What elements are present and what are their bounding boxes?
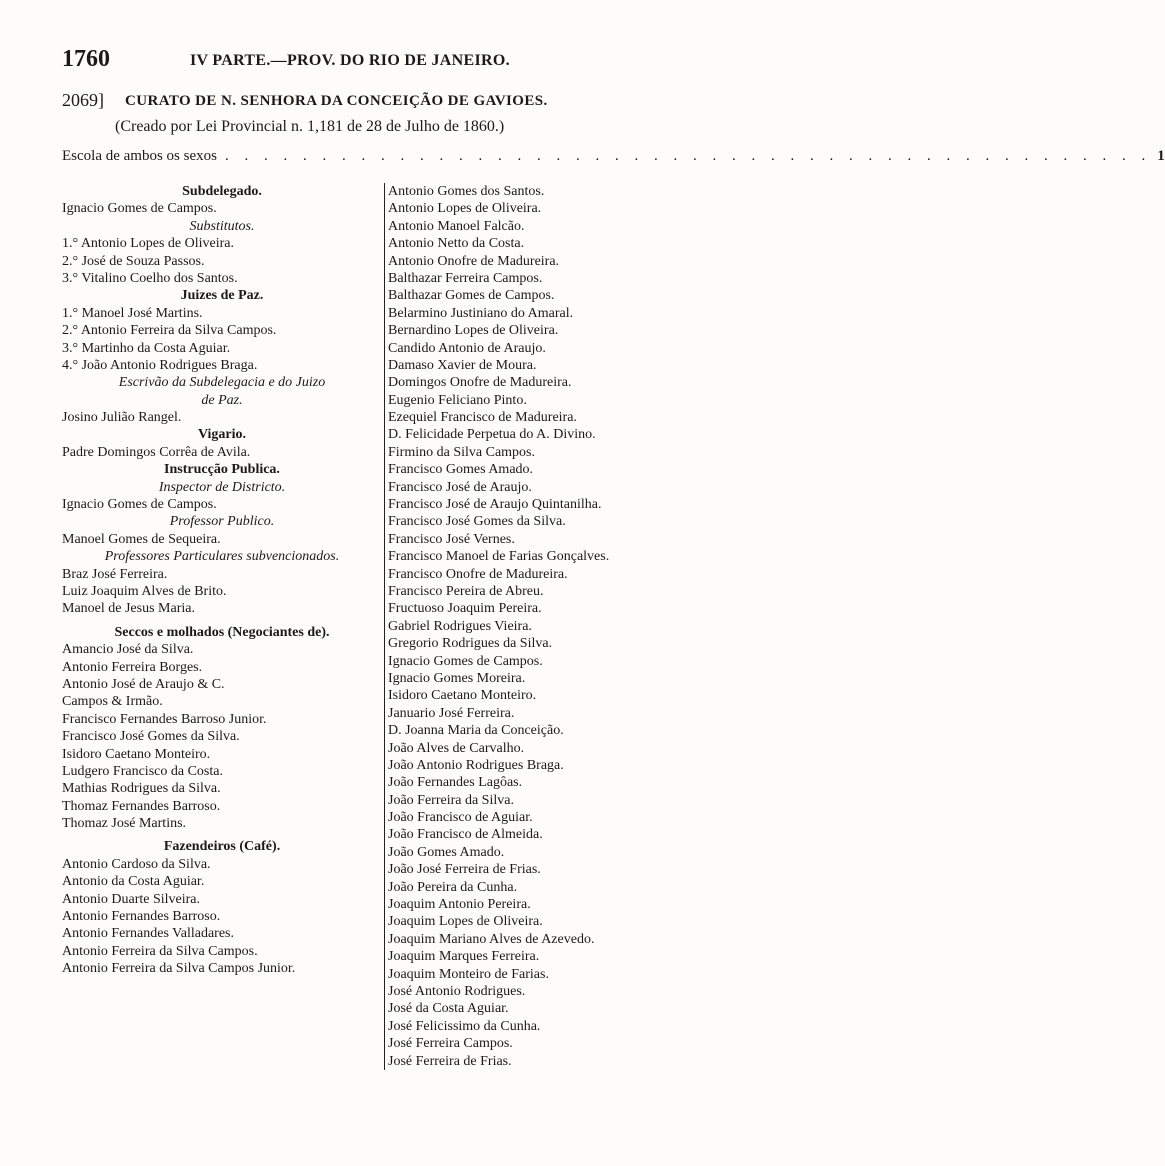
list-item: José Antonio Rodrigues. bbox=[388, 983, 526, 999]
list-item: Fructuoso Joaquim Pereira. bbox=[388, 601, 542, 617]
list-item: Ezequiel Francisco de Madureira. bbox=[388, 410, 577, 426]
heading: Instrucção Publica. bbox=[164, 462, 280, 478]
list-item: Antonio Duarte Silveira. bbox=[62, 891, 201, 907]
list-item: Joaquim Marques Ferreira. bbox=[388, 949, 540, 965]
list-item: Thomaz José Martins. bbox=[62, 816, 187, 832]
list-item: João Gomes Amado. bbox=[388, 844, 505, 860]
right-column bbox=[384, 183, 718, 1070]
list-item: Luiz Joaquim Alves de Brito. bbox=[62, 583, 227, 599]
list-item: Francisco Fernandes Barroso Junior. bbox=[62, 711, 267, 727]
list-item: Francisco José Vernes. bbox=[388, 531, 515, 547]
list-item: Ludgero Francisco da Costa. bbox=[62, 763, 223, 779]
list-item: João Antonio Rodrigues Braga. bbox=[388, 757, 564, 773]
list-item: Padre Domingos Corrêa de Avila. bbox=[62, 444, 251, 460]
list-item: Firmino da Silva Campos. bbox=[388, 444, 535, 460]
list-item: Ignacio Gomes de Campos. bbox=[62, 201, 217, 217]
heading: Fazendeiros (Café). bbox=[163, 839, 281, 855]
section-title: CURATO DE N. SENHORA DA CONCEIÇÃO DE GAVIOES. bbox=[125, 93, 548, 109]
subheading: Inspector de Districto. bbox=[158, 479, 286, 495]
list-item: Manoel Gomes de Sequeira. bbox=[62, 531, 221, 547]
page-number: 1760 bbox=[62, 46, 110, 72]
heading: Subdelegado. bbox=[182, 184, 262, 199]
list-item: Januario José Ferreira. bbox=[388, 705, 515, 721]
list-item: Antonio Cardoso da Silva. bbox=[62, 856, 211, 872]
list-item: Campos & Irmão. bbox=[62, 694, 163, 710]
list-item: João Fernandes Lagôas. bbox=[388, 775, 523, 791]
list-item: Isidoro Caetano Monteiro. bbox=[388, 688, 537, 704]
list-item: Antonio Ferreira da Silva Campos. bbox=[62, 943, 258, 959]
list-item: Joaquim Antonio Pereira. bbox=[388, 897, 531, 913]
list-item: Mathias Rodrigues da Silva. bbox=[62, 781, 221, 797]
list-item: 1.° Antonio Lopes de Oliveira. bbox=[62, 236, 235, 252]
list-item: Francisco José de Araujo. bbox=[388, 479, 532, 495]
subheading: Professores Particulares subvencionados. bbox=[104, 549, 340, 565]
school-count: 1 bbox=[1157, 148, 1165, 164]
list-item: Candido Antonio de Araujo. bbox=[388, 340, 546, 356]
list-item: Ignacio Gomes de Campos. bbox=[62, 497, 217, 513]
list-item: Joaquim Monteiro de Farias. bbox=[388, 966, 549, 982]
subheading: Substitutos. bbox=[189, 218, 255, 234]
subheading: Professor Publico. bbox=[169, 514, 275, 530]
list-item: Gregorio Rodrigues da Silva. bbox=[388, 636, 553, 652]
list-item: 3.° Vitalino Coelho dos Santos. bbox=[62, 270, 238, 286]
list-item: Joaquim Mariano Alves de Azevedo. bbox=[388, 931, 595, 947]
list-item: Amancio José da Silva. bbox=[62, 642, 194, 658]
list-item: Francisco Pereira de Abreu. bbox=[388, 583, 544, 599]
list-item: Antonio Manoel Falcão. bbox=[388, 218, 525, 234]
list-item: Antonio Ferreira Borges. bbox=[62, 659, 203, 675]
list-item: José da Costa Aguiar. bbox=[388, 1001, 509, 1017]
list-item: Antonio Lopes de Oliveira. bbox=[388, 201, 542, 217]
list-item: Thomaz Fernandes Barroso. bbox=[62, 798, 221, 814]
list-item: 4.° João Antonio Rodrigues Braga. bbox=[62, 357, 258, 373]
list-item: Balthazar Ferreira Campos. bbox=[388, 270, 543, 286]
list-item: Isidoro Caetano Monteiro. bbox=[62, 746, 211, 762]
list-item: D. Joanna Maria da Conceição. bbox=[388, 723, 564, 739]
list-item: Eugenio Feliciano Pinto. bbox=[388, 392, 527, 408]
list-item: 3.° Martinho da Costa Aguiar. bbox=[62, 340, 231, 356]
list-item: 2.° Antonio Ferreira da Silva Campos. bbox=[62, 323, 277, 339]
list-item: Francisco Gomes Amado. bbox=[388, 462, 534, 478]
list-item: Domingos Onofre de Madureira. bbox=[388, 375, 572, 391]
list-item: João Francisco de Almeida. bbox=[388, 827, 543, 843]
list-item: Francisco José Gomes da Silva. bbox=[388, 514, 566, 530]
school-label: Escola de ambos os sexos bbox=[62, 148, 217, 164]
list-item: João Alves de Carvalho. bbox=[388, 740, 525, 756]
subheading: de Paz. bbox=[201, 392, 243, 408]
list-item: Antonio da Costa Aguiar. bbox=[62, 874, 205, 890]
left-column bbox=[62, 183, 382, 978]
list-item: Bernardino Lopes de Oliveira. bbox=[388, 323, 559, 339]
list-item: 2.° José de Souza Passos. bbox=[62, 253, 205, 269]
running-header: IV PARTE.—PROV. DO RIO DE JANEIRO. bbox=[190, 52, 510, 69]
school-line bbox=[62, 148, 1165, 165]
creation-note: (Creado por Lei Provincial n. 1,181 de 28 de Julho de 1860.) bbox=[115, 118, 505, 135]
list-item: Manoel de Jesus Maria. bbox=[62, 601, 195, 617]
list-item: Ignacio Gomes de Campos. bbox=[388, 653, 543, 669]
list-item: Balthazar Gomes de Campos. bbox=[388, 288, 555, 304]
list-item: D. Felicidade Perpetua do A. Divino. bbox=[388, 427, 596, 443]
list-item: José Ferreira Campos. bbox=[388, 1036, 513, 1052]
list-item: Damaso Xavier de Moura. bbox=[388, 357, 537, 373]
subheading: Escrivão da Subdelegacia e do Juizo bbox=[118, 375, 326, 391]
list-item: Antonio Fernandes Barroso. bbox=[62, 909, 221, 925]
list-item: Francisco Manoel de Farias Gonçalves. bbox=[388, 549, 610, 565]
list-item: Antonio Gomes dos Santos. bbox=[388, 184, 545, 199]
leader-dots: . . . . . . . . . . . . . . . . . . . . . . . . . . . . . . . . . . . . . . . . . . . . . . . . bbox=[224, 148, 1152, 164]
list-item: Francisco Onofre de Madureira. bbox=[388, 566, 568, 582]
list-item: Antonio Ferreira da Silva Campos Junior. bbox=[62, 961, 296, 977]
list-item: João José Ferreira de Frias. bbox=[388, 862, 541, 878]
heading: Juizes de Paz. bbox=[180, 288, 264, 304]
list-item: João Ferreira da Silva. bbox=[388, 792, 514, 808]
list-item: Antonio Onofre de Madureira. bbox=[388, 253, 560, 269]
list-item: Antonio Netto da Costa. bbox=[388, 236, 525, 252]
list-item: Antonio Fernandes Valladares. bbox=[62, 926, 234, 942]
list-item: Francisco José de Araujo Quintanilha. bbox=[388, 497, 602, 513]
heading: Vigario. bbox=[197, 427, 247, 443]
list-item: Gabriel Rodrigues Vieira. bbox=[388, 618, 532, 634]
list-item: Francisco José Gomes da Silva. bbox=[62, 729, 240, 745]
list-item: Josino Julião Rangel. bbox=[62, 410, 182, 426]
list-item: Belarmino Justiniano do Amaral. bbox=[388, 305, 574, 321]
list-item: Antonio José de Araujo & C. bbox=[62, 676, 225, 692]
list-item: 1.° Manoel José Martins. bbox=[62, 305, 203, 321]
section-number: 2069] bbox=[62, 90, 104, 110]
list-item: Joaquim Lopes de Oliveira. bbox=[388, 914, 543, 930]
list-item: João Pereira da Cunha. bbox=[388, 879, 518, 895]
heading: Seccos e molhados (Negociantes de). bbox=[114, 624, 330, 640]
list-item: José Felicissimo da Cunha. bbox=[388, 1018, 541, 1034]
list-item: Braz José Ferreira. bbox=[62, 566, 168, 582]
list-item: Ignacio Gomes Moreira. bbox=[388, 670, 526, 686]
list-item: José Ferreira de Frias. bbox=[388, 1053, 512, 1069]
list-item: João Francisco de Aguiar. bbox=[388, 810, 533, 826]
